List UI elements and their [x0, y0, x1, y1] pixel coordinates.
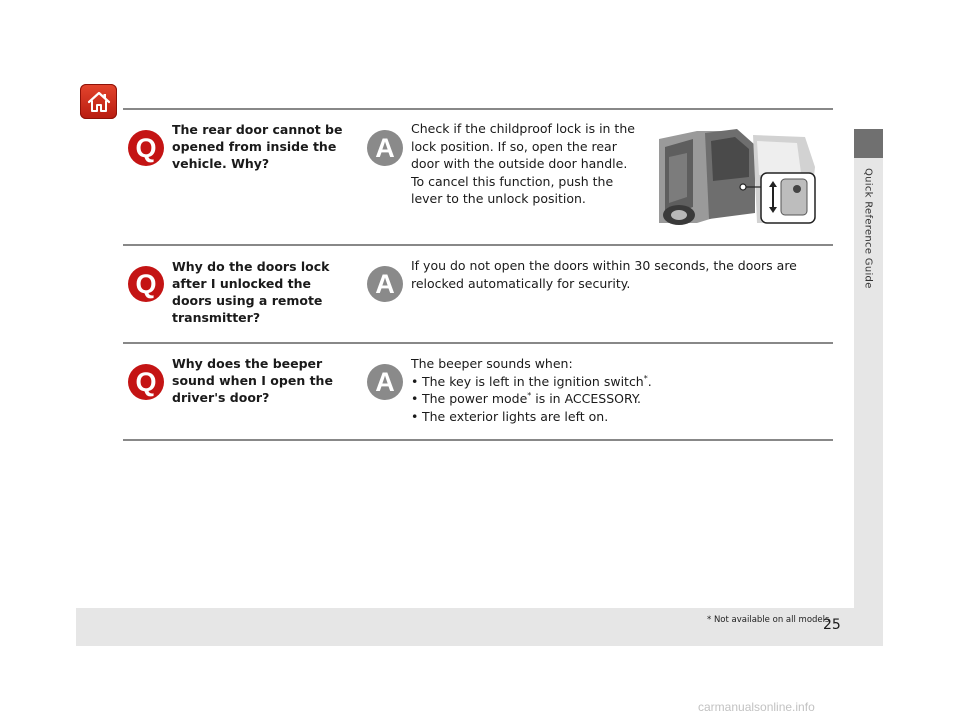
- list-item: • The power mode* is in ACCESSORY.: [411, 390, 771, 408]
- home-button[interactable]: [80, 84, 117, 119]
- home-icon: [87, 91, 111, 113]
- page-number: 25: [823, 617, 841, 633]
- answer-bullet-list: [411, 373, 771, 426]
- answer-badge: A: [367, 266, 403, 302]
- list-item: • The key is left in the ignition switch*.: [411, 373, 771, 391]
- footer-band: [76, 608, 854, 646]
- faq-answer-2: If you do not open the doors within 30 seconds, the doors are relocked automatically for security.: [411, 258, 797, 291]
- question-badge: Q: [128, 130, 164, 166]
- childproof-lock-illustration: [657, 127, 817, 225]
- question-badge: Q: [128, 364, 164, 400]
- faq-question-2: Why do the doors lock after I unlocked the doors using a remote transmitter?: [172, 259, 330, 325]
- answer-badge: A: [367, 364, 403, 400]
- section-divider: [123, 342, 833, 344]
- section-divider: [123, 439, 833, 441]
- faq-question-1: The rear door cannot be opened from inside the vehicle. Why?: [172, 122, 343, 171]
- footnote: * Not available on all models: [707, 615, 830, 625]
- question-badge: Q: [128, 266, 164, 302]
- faq-answer-3: The beeper sounds when: • The key is left in the ignition switch*. • The power mode* is in ACCESSORY. • The exterior lights are left on.: [411, 355, 771, 425]
- sidebar-section-tab[interactable]: [854, 129, 883, 158]
- faq-answer-1: Check if the childproof lock is in the lock position. If so, open the rear door with the outside door handle. To cancel this function, push the lever to the unlock position.: [411, 121, 635, 206]
- faq-question-3: Why does the beeper sound when I open the driver's door?: [172, 356, 333, 405]
- list-item: • The exterior lights are left on.: [411, 408, 771, 426]
- sidebar-label: Quick Reference Guide: [862, 168, 874, 289]
- answer-badge: A: [367, 130, 403, 166]
- section-divider: [123, 244, 833, 246]
- watermark: carmanualsonline.info: [698, 700, 815, 714]
- section-divider: [123, 108, 833, 110]
